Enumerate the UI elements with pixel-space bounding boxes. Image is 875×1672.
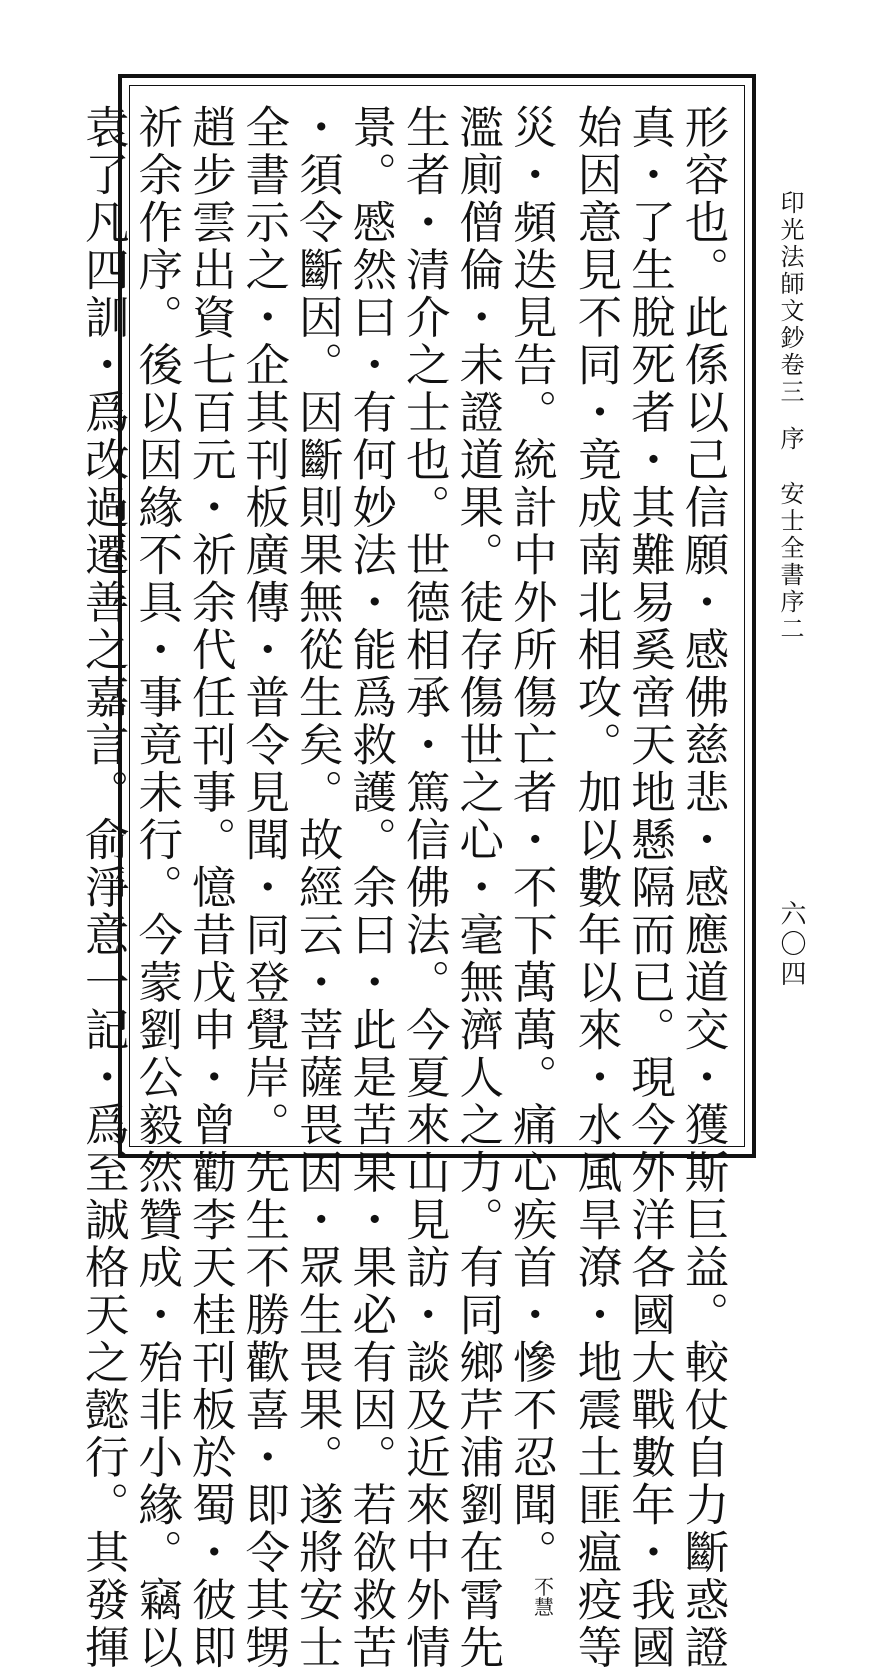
text-column-6: 生者・清介之士也。世德相承・篤信佛法。今夏來山見訪・談及近來中外情 [398,104,450,1672]
section-label: 序 [776,426,804,453]
running-head [773,190,808,643]
text-column-9: 全書示之・企其刊板廣傳・普令見聞・同登覺岸。先生不勝歡喜・即令其甥 [237,104,289,1672]
chapter-title: 安士全書序二 [776,481,804,643]
text-column-1: 形容也。此係以己信願・感佛慈悲・感應道交・獲斯巨益。較仗自力斷惑證 [677,104,728,1672]
text-column-2: 真・了生脫死者・其難易奚啻天地懸隔而已。現今外洋各國大戰數年・我國 [623,104,675,1672]
page-number: 六〇四 [776,900,806,990]
text-column-7: 景。慼然曰・有何妙法・能爲救護。余曰・此是苦果・果必有因。若欲救苦 [344,104,396,1672]
text-column-4 [504,104,569,1617]
inline-note: 不慧 [530,1576,555,1617]
body-text [77,104,729,1672]
text-column-8: ・須令斷因。因斷則果無從生矣。故經云・菩薩畏因・眾生畏果。遂將安士 [291,104,343,1672]
text-column-3: 始因意見不同・竟成南北相攻。加以數年以來・水風旱潦・地震土匪瘟疫等 [570,104,621,1672]
text-column-5: 濫廁僧倫・未證道果。徒存傷世之心・毫無濟人之力。有同鄉芹浦劉在霄先 [451,104,503,1672]
text-frame-inner [77,85,745,1672]
text-column-11: 祈余作序。後以因緣不具・事竟未行。今蒙劉公毅然贊成・殆非小緣。竊以 [130,104,182,1672]
book-title: 印光法師文鈔卷三 [776,190,804,406]
text-column-10: 趙步雲出資七百元・祈余代任刊事。憶昔戊申・曾勸李天桂刊板於蜀・彼即 [184,104,236,1672]
text-column-4-main: 災・頻迭見告。統計中外所傷亡者・不下萬萬。痛心疾首・慘不忍聞。 [505,104,557,1577]
text-frame [77,74,756,1672]
text-column-12: 袁了凡四訓・爲改過遷善之嘉言。俞淨意一記・爲至誠格天之懿行。其發揮 [77,104,129,1672]
